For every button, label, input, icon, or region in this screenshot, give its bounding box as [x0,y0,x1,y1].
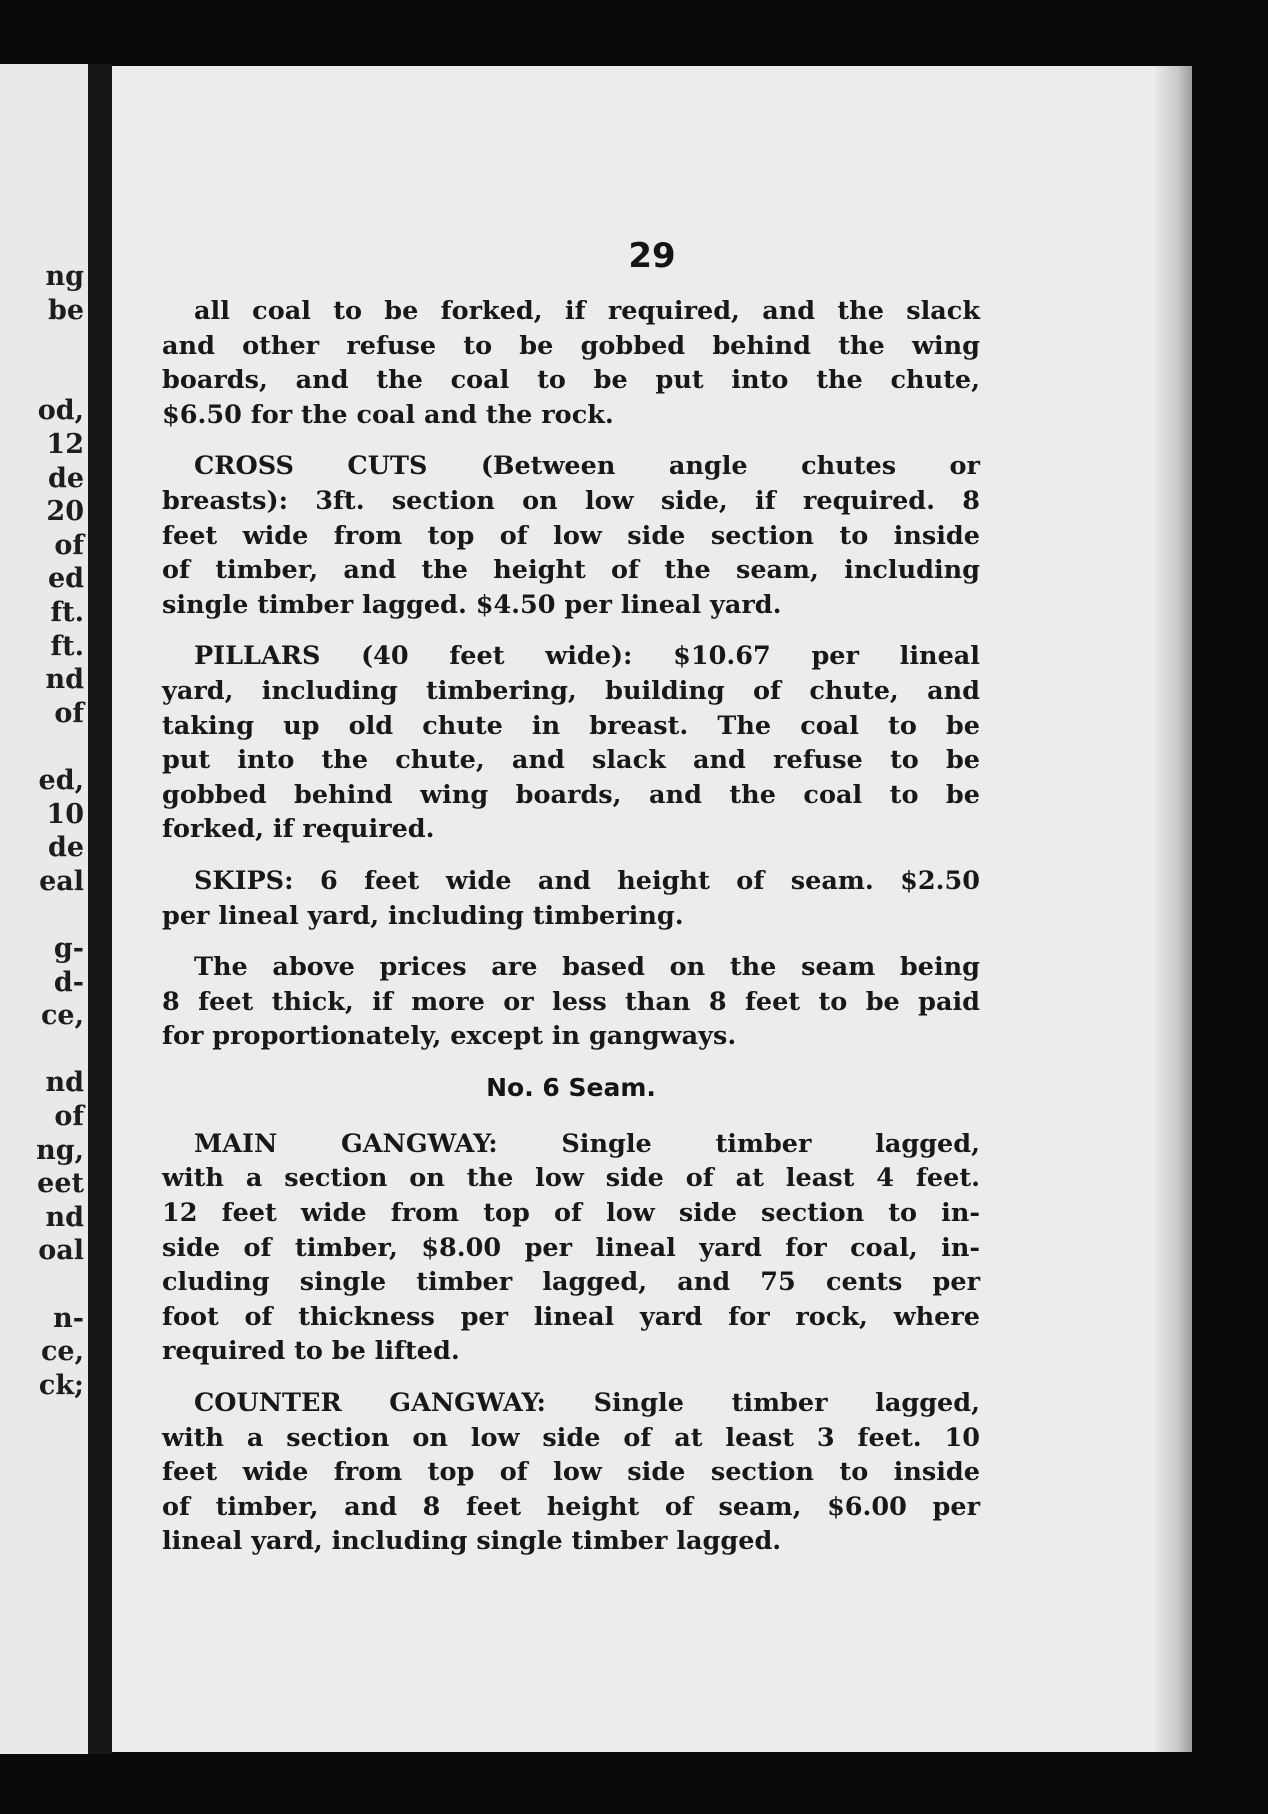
text-line: lineal yard, including single timber lagged. [162,1526,782,1557]
left-page-fragment: of [54,1101,84,1132]
text-line: 12 feet wide from top of low side section to in- [162,1198,980,1229]
paragraphs-before-heading [162,294,980,1054]
text-line: and other refuse to be gobbed behind the wing [162,330,980,361]
left-page-fragment: ed [47,563,84,595]
text-line: breasts): 3ft. section on low side, if required. 8 [162,485,980,516]
left-page-fragment: nd [45,664,84,696]
text-line: side of timber, $8.00 per lineal yard for coal, in- [162,1232,980,1263]
left-page-fragment: nd [45,1201,84,1233]
text-line: foot of thickness per lineal yard for rock, where [162,1301,980,1332]
text-line: cluding single timber lagged, and 75 cents per [162,1267,980,1298]
paragraph [162,1386,980,1559]
text-line: with a section on low side of at least 3 feet. 10 [162,1422,980,1453]
text-line: feet wide from top of low side section to inside [162,1457,980,1488]
paragraph [162,864,980,933]
left-page-fragment: ce, [40,1336,84,1368]
section-heading: No. 6 Seam. [486,1072,656,1102]
text-line: per lineal yard, including timbering. [162,900,684,931]
left-page-fragment: nd [45,1067,84,1099]
left-page-fragment: g- [53,933,84,964]
left-page-fragment: ng [45,261,84,292]
text-line: yard, including timbering, building of chute, and [162,675,980,706]
left-page-fragment: ft. [50,597,84,628]
page-number: 29 [628,236,676,276]
left-page-fragment: of [54,697,84,729]
left-page-fragment: de [47,832,84,864]
text-line: taking up old chute in breast. The coal to be [162,710,980,741]
previous-page-strip [0,64,88,1754]
left-page-fragment: n- [53,1302,84,1334]
text-line: boards, and the coal to be put into the chute, [162,365,980,396]
text-line: PILLARS (40 feet wide): $10.67 per lineal [194,641,980,672]
left-page-fragment: eal [39,865,84,897]
left-page-fragment: ed, [38,765,84,796]
text-line: for proportionately, except in gangways. [162,1021,737,1052]
left-page-fragment: od, [37,395,84,427]
left-page-fragment: de [47,462,84,494]
text-line: all coal to be forked, if required, and the slack [194,296,980,326]
left-page-fragment: 12 [46,429,84,460]
left-page-fragment: of [54,529,84,561]
paragraph [162,950,980,1054]
text-line: single timber lagged. $4.50 per lineal yard. [162,589,782,620]
left-page-fragment: ck; [38,1369,84,1401]
text-line: forked, if required. [162,814,435,845]
text-line: feet wide from top of low side section to inside [162,520,980,551]
page [112,66,1192,1752]
text-line: The above prices are based on the seam being [194,952,980,983]
page-body [162,294,980,1576]
text-line: gobbed behind wing boards, and the coal to be [162,779,980,810]
text-line: SKIPS: 6 feet wide and height of seam. $2.50 [194,865,980,896]
left-page-fragment: oal [38,1235,84,1267]
paragraph [162,1127,980,1369]
text-line: CROSS CUTS (Between angle chutes or [194,451,980,482]
left-page-fragment: ft. [50,630,84,662]
left-page-fragment: 10 [46,798,84,830]
book-gutter [88,64,112,1754]
text-line: 8 feet thick, if more or less than 8 feet to be paid [162,986,980,1017]
left-page-fragment: be [47,294,84,326]
left-page-fragment: d- [53,966,84,998]
text-line: COUNTER GANGWAY: Single timber lagged, [194,1388,980,1419]
text-line: with a section on the low side of at least 4 feet. [162,1163,980,1194]
paragraph [162,294,980,432]
left-page-fragment: 20 [46,496,84,528]
text-line: required to be lifted. [162,1336,460,1367]
paragraphs-after-heading [162,1127,980,1559]
text-line: of timber, and the height of the seam, including [162,555,980,586]
text-line: put into the chute, and slack and refuse to be [162,745,980,776]
text-line: MAIN GANGWAY: Single timber lagged, [194,1128,980,1159]
paragraph [162,639,980,847]
left-page-fragment: ce, [40,1000,84,1032]
text-line: of timber, and 8 feet height of seam, $6.00 per [162,1491,980,1522]
paragraph [162,449,980,622]
text-line: $6.50 for the coal and the rock. [162,399,614,430]
left-page-fragment: ng, [36,1134,84,1166]
left-page-fragment: eet [37,1168,84,1200]
